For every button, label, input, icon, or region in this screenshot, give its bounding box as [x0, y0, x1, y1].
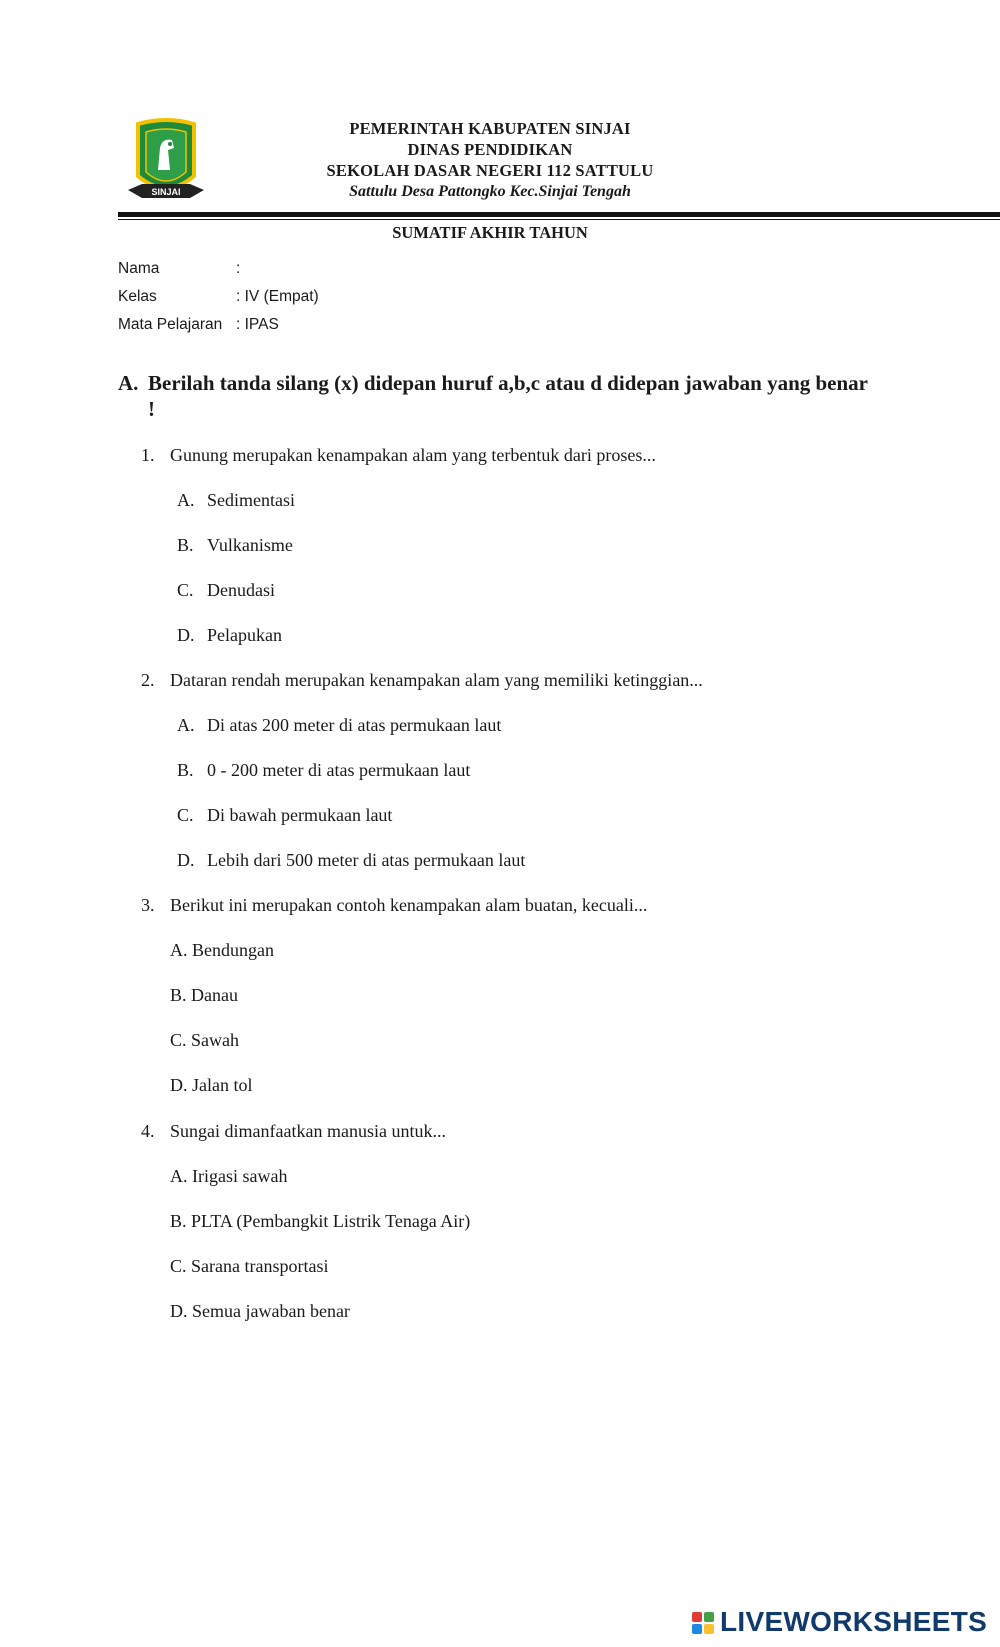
option-letter: C.: [170, 1030, 187, 1050]
svg-text:SINJAI: SINJAI: [151, 187, 181, 197]
option-letter: D.: [170, 1301, 188, 1321]
option-letter: A.: [170, 940, 188, 960]
option-letter: C.: [177, 805, 194, 825]
option-letter: C.: [170, 1256, 187, 1276]
government-name: PEMERINTAH KABUPATEN SINJAI: [349, 119, 631, 138]
option-text: Sawah: [191, 1030, 240, 1050]
option-4d[interactable]: [170, 1299, 350, 1323]
question-number: 3.: [141, 895, 155, 915]
option-text: Irigasi sawah: [192, 1166, 288, 1186]
section-letter: A.: [118, 371, 139, 395]
option-text: Denudasi: [207, 580, 275, 600]
option-2a[interactable]: [177, 713, 501, 737]
option-2c[interactable]: [177, 803, 392, 827]
identity-value: :: [236, 260, 241, 277]
school-name: SEKOLAH DASAR NEGERI 112 SATTULU: [326, 161, 654, 180]
option-4b[interactable]: [170, 1209, 470, 1233]
identity-label: Nama: [118, 260, 160, 277]
option-1c[interactable]: [177, 578, 275, 602]
option-letter: D.: [177, 625, 195, 645]
option-text: Vulkanisme: [207, 535, 293, 555]
option-text: Di bawah permukaan laut: [207, 805, 393, 825]
option-letter: B.: [170, 1211, 187, 1231]
option-letter: D.: [177, 850, 195, 870]
option-text: Bendungan: [192, 940, 274, 960]
section-text: Berilah tanda silang (x) didepan huruf a,b,c atau d didepan jawaban yang benar !: [148, 371, 868, 421]
option-letter: B.: [170, 985, 187, 1005]
identity-label: Kelas: [118, 288, 157, 305]
option-text: Semua jawaban benar: [192, 1301, 350, 1321]
liveworksheets-watermark: [692, 1604, 992, 1640]
identity-label: Mata Pelajaran: [118, 316, 223, 333]
option-text: Pelapukan: [207, 625, 282, 645]
letterhead-divider-thin: [118, 219, 1000, 220]
question-text: Sungai dimanfaatkan manusia untuk...: [170, 1121, 446, 1141]
option-text: Jalan tol: [192, 1075, 253, 1095]
option-text: Sedimentasi: [207, 490, 295, 510]
letterhead: [290, 118, 690, 202]
option-3c[interactable]: [170, 1028, 239, 1052]
question-text: Gunung merupakan kenampakan alam yang terbentuk dari proses...: [170, 445, 656, 465]
option-text: PLTA (Pembangkit Listrik Tenaga Air): [191, 1211, 471, 1231]
question-number: 1.: [141, 445, 155, 465]
option-letter: B.: [177, 760, 194, 780]
option-text: Sarana transportasi: [191, 1256, 329, 1276]
question-3: [141, 893, 647, 917]
option-2b[interactable]: [177, 758, 470, 782]
wm-square: [692, 1624, 702, 1634]
option-letter: A.: [177, 490, 195, 510]
question-2: [141, 668, 703, 692]
identity-name: [118, 259, 240, 279]
option-letter: D.: [170, 1075, 188, 1095]
identity-value: : IV (Empat): [236, 288, 319, 305]
question-text: Berikut ini merupakan contoh kenampakan alam buatan, kecuali...: [170, 895, 648, 915]
question-text: Dataran rendah merupakan kenampakan alam yang memiliki ketinggian...: [170, 670, 703, 690]
department-name: DINAS PENDIDIKAN: [407, 140, 573, 159]
watermark-text: LIVEWORKSHEETS: [720, 1606, 988, 1637]
option-4a[interactable]: [170, 1164, 287, 1188]
option-2d[interactable]: [177, 848, 525, 872]
identity-value: : IPAS: [236, 316, 279, 333]
question-1: [141, 443, 656, 467]
wm-square: [704, 1624, 714, 1634]
section-instruction: [118, 370, 878, 422]
option-text: 0 - 200 meter di atas permukaan laut: [207, 760, 471, 780]
option-3a[interactable]: [170, 938, 274, 962]
option-1d[interactable]: [177, 623, 282, 647]
liveworksheets-icon: [692, 1612, 714, 1634]
identity-class: [118, 287, 319, 307]
wm-square: [704, 1612, 714, 1622]
option-text: Lebih dari 500 meter di atas permukaan laut: [207, 850, 526, 870]
option-1a[interactable]: [177, 488, 295, 512]
school-address: Sattulu Desa Pattongko Kec.Sinjai Tengah: [349, 183, 631, 200]
exam-title: SUMATIF AKHIR TAHUN: [392, 223, 588, 242]
option-letter: B.: [177, 535, 194, 555]
question-number: 4.: [141, 1121, 155, 1141]
option-text: Di atas 200 meter di atas permukaan laut: [207, 715, 502, 735]
question-4: [141, 1119, 446, 1143]
identity-subject: [118, 315, 279, 335]
question-number: 2.: [141, 670, 155, 690]
option-1b[interactable]: [177, 533, 293, 557]
option-letter: A.: [170, 1166, 188, 1186]
school-emblem-logo: [126, 118, 206, 208]
option-text: Danau: [191, 985, 238, 1005]
option-letter: A.: [177, 715, 195, 735]
option-letter: C.: [177, 580, 194, 600]
option-3b[interactable]: [170, 983, 238, 1007]
wm-square: [692, 1612, 702, 1622]
option-4c[interactable]: [170, 1254, 328, 1278]
option-3d[interactable]: [170, 1073, 253, 1097]
letterhead-divider: [118, 212, 1000, 217]
